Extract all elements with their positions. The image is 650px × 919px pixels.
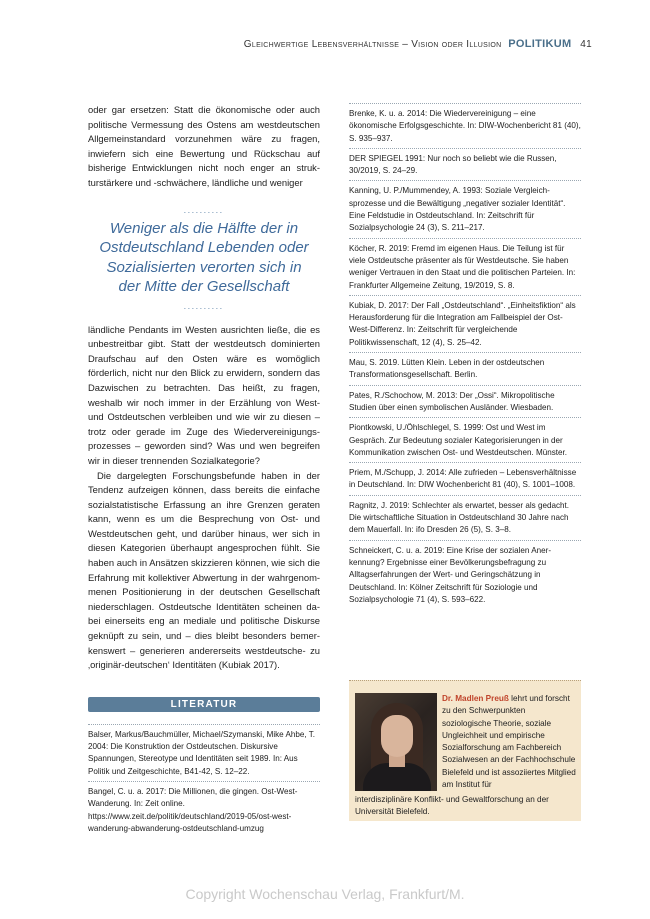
reference-item: Balser, Markus/Bauchmüller, Michael/Szymanski, Mike Ahbe, T. 2004: Die Konstruktion der Ostdeutschen. Diskursive Spannungen, Stereotype und Identitäten seit 1989. In: Aus Politik und Zeitgeschichte, B41-42, S. 12–22. bbox=[88, 724, 320, 781]
author-bio-text bbox=[442, 693, 576, 791]
reference-item: Schneickert, C. u. a. 2019: Eine Krise der sozialen Anerkennung? Ergebnisse einer Bevölkerungsbefragung zu Alltagserfahrungen der Wert- und Geringschätzung in Deutschland. In: Kölner Zeitschrift für Soziologie und Sozialpsychologie 71 (4), S. 593–622. bbox=[349, 540, 581, 609]
pull-quote-block bbox=[88, 205, 320, 311]
pull-quote: Weniger als die Hälfte der in Ostdeutschland Lebenden oder Sozialisierten verorten sich in der Mitte der Gesellschaft bbox=[99, 219, 309, 296]
reference-item: Pates, R./Schochow, M. 2013: Der „Ossi“. Mikropolitische Studien über einen symbolischen Ausländer. Wiesbaden. bbox=[349, 385, 581, 418]
body-paragraph-2: ländliche Pendants im Westen ausrichten ließe, die es unbestreitbar gibt. Statt der westdeutsch dominierten Draufschau auf den Osten wäre es womöglich förderlich, nicht nur den Blick zu erwidern, sondern das Dazwischen zu betrachten. Das heißt, zu fragen, weshalb wir noch immer in der Erzählung von West- und Ostdeutschen verbleiben und wie wir zu diesen – trotz oder gerade im Zuge des Wiedervereinigungsprozesses – geworden sind? Was und wen begreifen wir in dieser trennenden Sozialkategorie? bbox=[88, 323, 320, 466]
literatur-heading: LITERATUR bbox=[88, 697, 320, 712]
reference-item: Piontkowski, U./Öhlschlegel, S. 1999: Ost und West im Gespräch. Zur Bedeutung sozialer Kategorisierungen in der Kommunikation zwischen Ost- und Westdeutschen. Münster. bbox=[349, 417, 581, 462]
running-title: Gleichwertige Lebensverhältnisse – Vision oder Illusion bbox=[243, 39, 502, 50]
copyright-watermark: Copyright Wochenschau Verlag, Frankfurt/M. bbox=[185, 886, 465, 902]
right-column bbox=[349, 103, 581, 609]
reference-item: Ragnitz, J. 2019: Schlechter als erwartet, besser als gedacht. Die wirtschaftliche Situation in Ostdeutschland 30 Jahre nach dem Mauerfall. In: ifo Dresden 26 (5), S. 3–8. bbox=[349, 495, 581, 540]
author-name: Dr. Madlen Preuß bbox=[442, 694, 509, 703]
author-bio-box bbox=[349, 680, 581, 821]
author-bio-continued: interdisziplinäre Konflikt- und Gewaltforschung an der Universität Bielefeld. bbox=[355, 795, 549, 817]
reference-item: Kanning, U. P./Mummendey, A. 1993: Soziale Vergleichsprozesse und die Bewältigung „negativer sozialer Identität“. Eine Feldstudie in Ostdeutschland. In: Zeitschrift für Sozialpsychologie 24 (3), S. 211–217. bbox=[349, 180, 581, 237]
reference-item: Kubiak, D. 2017: Der Fall „Ostdeutschland“. „Einheitsfiktion“ als Herausforderung für die Integration am Fallbeispiel der Ost-West-Differenz. In: Zeitschrift für vergleichende Politikwissenschaft, 12 (4), S. 25–42. bbox=[349, 295, 581, 352]
reference-item: Priem, M./Schupp, J. 2014: Alle zufrieden – Lebensverhältnisse in Deutschland. In: DIW Wochenbericht 81 (40), S. 1001–1008. bbox=[349, 462, 581, 495]
page-number: 41 bbox=[580, 39, 592, 50]
pull-quote-dots-top: .......... bbox=[183, 204, 224, 215]
body-paragraph-3: Die dargelegten Forschungsbefunde haben in der Tendenz aufzeigen können, dass bereits die einfache sozialstatistische Erfassung an ihre Grenzen geraten kann, wenn es um die Besprechung von Ost- und Westdeutschen geht, und darüber hinaus, wer sich in diesen Kategorien überhaupt angesprochen fühlt. Sie haben auch in Ansätzen skizzieren können, wie sich die Erfahrung mit kollektiver Abwertung in der wahrgenommenen Positionierung in der deutschen Gesellschaft niederschlagen. Ostdeutsche Identitäten scheinen dabei einerseits eng an mediale und politische Diskurse geknüpft zu sein, und – dies bleibt besonders bemerkenswert – generieren andererseits westdeutsche- zu ‚originär-deutschen‘ Identitäten (Kubiak 2017). bbox=[88, 469, 320, 671]
pull-quote-dots-bottom: .......... bbox=[183, 300, 224, 311]
reference-item: Bangel, C. u. a. 2017: Die Millionen, die gingen. Ost-West-Wanderung. In: Zeit online. https://www.zeit.de/politik/deutschland/2019-05/ost-west-wanderung-abwanderung-ostdeutschland-umzug bbox=[88, 781, 320, 838]
running-header bbox=[244, 38, 592, 50]
body-paragraph-1: oder gar ersetzen: Statt die ökonomische oder auch politische Vermessung des Ostens am westdeutschen Allgemeinstandard vorzunehmen wäre zu fragen, inwiefern sich eine Bewertung und Rückschau auf bisherige Entwicklungen nicht noch enger an strukturstärkere und -schwächere, ländliche und weniger bbox=[88, 104, 320, 188]
author-bio-body: lehrt und forscht zu den Schwerpunkten soziologische Theorie, soziale Ungleichheit und empirische Sozialforschung am Fachbereich Sozialwesen an der Fachhochschule Bielefeld und ist assoziiertes Mitglied am Institut für bbox=[442, 694, 576, 790]
reference-item: Brenke, K. u. a. 2014: Die Wiedervereinigung – eine ökonomische Erfolgsgeschichte. In: DIW-Wochenbericht 81 (40), S. 935–937. bbox=[349, 103, 581, 148]
reference-item: Köcher, R. 2019: Fremd im eigenen Haus. Die Teilung ist für viele Ostdeutsche präsenter als für Westdeutsche. Sie haben weniger Vertrauen in den Staat und die politischen Parteien. In: Frankfurter Allgemeine Zeitung, 19/2019, S. 8. bbox=[349, 238, 581, 295]
brand-label: POLITIKUM bbox=[508, 38, 572, 50]
author-photo bbox=[355, 693, 437, 791]
reference-item: DER SPIEGEL 1991: Nur noch so beliebt wie die Russen, 30/2019, S. 24–29. bbox=[349, 148, 581, 181]
reference-item: Mau, S. 2019. Lütten Klein. Leben in der ostdeutschen Transformationsgesellschaft. Berlin. bbox=[349, 352, 581, 385]
left-column bbox=[88, 103, 320, 838]
